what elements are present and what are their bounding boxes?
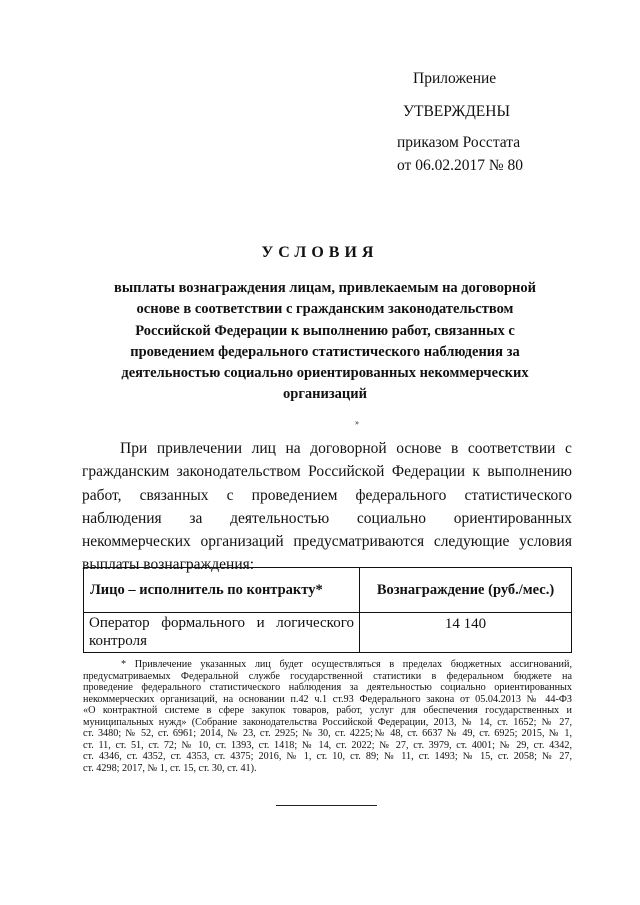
intro-word: Федерации <box>391 463 466 481</box>
stray-mark: » <box>355 418 359 427</box>
intro-word: с <box>565 440 572 457</box>
intro-line <box>82 484 572 507</box>
intro-word: связанных <box>139 486 209 504</box>
subtitle-line: деятельностью социально ориентированных некоммерческих <box>121 365 529 382</box>
subtitle-line: основе в соответствии с гражданским законодательством <box>136 301 514 318</box>
intro-word: выплаты вознаграждения: <box>82 556 255 574</box>
footnote-line: * Привлечение указанных лиц будет осуществляться в пределах бюджетных ассигнований, <box>121 659 572 670</box>
intro-word: проведением <box>251 486 338 504</box>
intro-word: к <box>472 463 480 481</box>
intro-word: При <box>120 440 148 457</box>
intro-word: Российской <box>308 463 385 481</box>
footnote-line: некоммерческих организаций, на основании п.42 ч.1 ст.93 Федерального закона от 05.04.2013 № 44-ФЗ <box>83 693 572 705</box>
approval-order-label: приказом Росстата <box>397 134 521 151</box>
intro-word: федерального <box>355 486 447 504</box>
header-remuneration: Вознаграждение (руб./мес.) <box>360 568 572 613</box>
footnote-line: проведение федерального статистического наблюдения за деятельностью социально ориентированных <box>83 682 572 693</box>
cell-remuneration: 14 140 <box>360 613 572 653</box>
approval-order-date: от 06.02.2017 № 80 <box>397 157 523 174</box>
intro-word: привлечении <box>156 440 243 457</box>
intro-word: деятельностью <box>230 509 330 527</box>
remuneration-table <box>83 567 572 653</box>
intro-word: соответствии <box>467 440 556 457</box>
footnote-line: «О контрактной системе в сфере закупок товаров, работ, услуг для обеспечения государственных и <box>83 705 572 716</box>
footnote-line: муниципальных нужд» (Собрание законодательства Российской Федерации, 2013, № 14, ст. 1652; № 27, <box>83 716 572 728</box>
table-row <box>84 613 572 653</box>
intro-paragraph <box>82 437 572 577</box>
intro-word: предусматриваются <box>293 533 425 551</box>
intro-word: условия <box>519 533 572 551</box>
intro-line <box>82 530 572 553</box>
footnote-line: ст. 11, ст. 51, ст. 72; № 10, ст. 1393, ст. 1418; № 14, ст. 2022; № 27, ст. 3979, ст. 4001; № 29, ст. 4342, <box>83 739 572 751</box>
intro-word: в <box>450 440 459 457</box>
intro-word: работ, <box>82 486 122 504</box>
subtitle-line: Российской Федерации к выполнению работ, связанных с <box>135 322 515 339</box>
subtitle-line: организаций <box>283 386 367 403</box>
footnote-line: ст. 4298; 2017, № 1, ст. 15, ст. 30, ст. 41). <box>83 762 257 774</box>
intro-word: с <box>226 486 234 504</box>
cell-contractor: Оператор формального и логического контроля <box>84 613 360 653</box>
intro-word: социально <box>356 509 426 527</box>
intro-word: следующие <box>433 533 510 551</box>
intro-line <box>82 460 572 483</box>
subtitle-line: выплаты вознаграждения лицам, привлекаемым на договорной <box>113 280 536 296</box>
intro-word: лиц <box>251 440 276 457</box>
table-header-row <box>84 568 572 613</box>
intro-word: договорной <box>310 440 387 457</box>
footnote-line: ст. 4346, ст. 4352, ст. 4353, ст. 4375; 2016, № 1, ст. 10, ст. 89; № 11, ст. 1493; № 15, ст. 2058; № 27, <box>83 751 572 762</box>
subtitle-line: проведением федерального статистического наблюдения за <box>130 343 520 360</box>
approval-appendix-label: Приложение <box>413 70 497 87</box>
intro-word: наблюдения <box>82 509 162 527</box>
intro-word: на <box>285 440 301 457</box>
intro-word: законодательством <box>176 463 301 481</box>
header-contractor: Лицо – исполнитель по контракту* <box>84 568 360 613</box>
intro-word: основе <box>396 440 442 457</box>
approval-approved-label: УТВЕРЖДЕНЫ <box>403 103 510 120</box>
divider-line <box>276 805 377 806</box>
footnote-line: предусматриваемых Федеральной службе государственной статистики в федеральном бюджете на <box>83 670 572 682</box>
intro-line <box>82 507 572 530</box>
intro-word: гражданским <box>82 463 170 481</box>
document-subtitle <box>90 278 560 406</box>
footnote-line: ст. 3480; № 52, ст. 6961; 2014, № 23, ст. 2925; № 30, ст. 4225;№ 48, ст. 6637 № 49, ст. 6925; 2015, № 1, <box>83 728 572 739</box>
intro-line <box>82 437 572 460</box>
intro-word: статистического <box>464 486 572 504</box>
intro-word: организаций <box>200 533 284 551</box>
document-title: УСЛОВИЯ <box>261 244 379 261</box>
intro-word: за <box>189 509 203 527</box>
intro-word: некоммерческих <box>82 533 191 551</box>
footnote <box>83 659 572 774</box>
intro-word: выполнению <box>487 463 572 481</box>
intro-word: ориентированных <box>453 509 572 527</box>
